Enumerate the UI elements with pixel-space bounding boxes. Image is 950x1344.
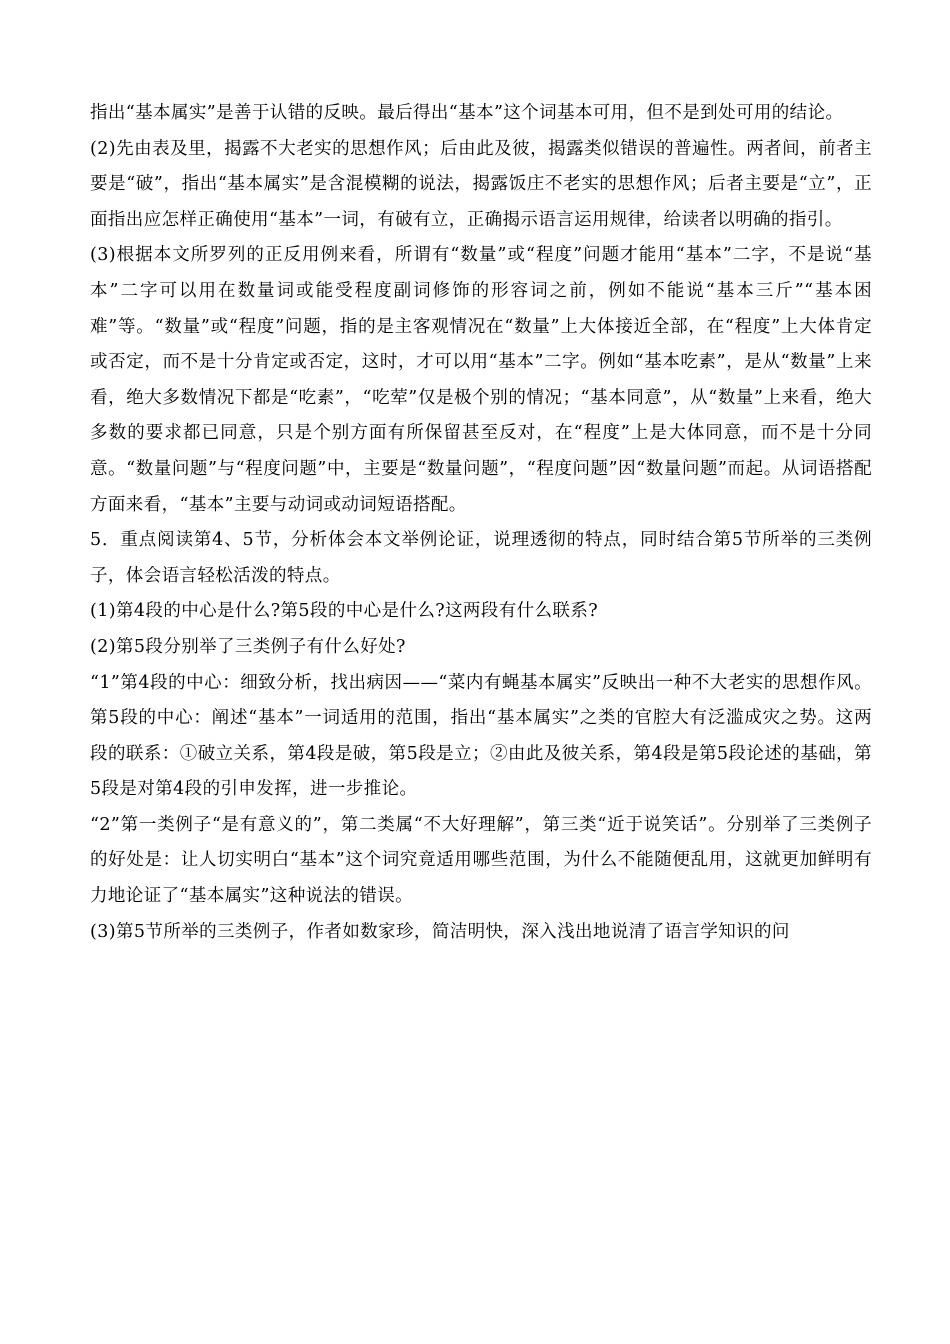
paragraph-question-5: 5．重点阅读第4、5节，分析体会本文举例论证，说理透彻的特点，同时结合第5节所举的三类例子，体会语言轻松活泼的特点。 — [90, 530, 872, 586]
paragraph-answer-3: (3)根据本文所罗列的正反用例来看，所谓有“数量”或“程度”问题才能用“基本”二字，不是说“基本”二字可以用在数量词或能受程度副词修饰的形容词之前，例如不能说“基本三斤”“基本困难”等。“数量”或“程度”问题，指的是主客观情况在“数量”上大体接近全部，在“程度”上大体肯定或否定，而不是十分肯定或否定，这时，才可以用“基本”二字。例如“基本吃素”，是从“数量”上来看，绝大多数情况下都是“吃素”，“吃荤”仅是极个别的情况；“基本同意”，从“数量”上来看，绝大多数的要求都已同意，只是个别方面有所保留甚至反对，在“程度”上是大体同意，而不是十分同意。“数量问题”与“程度问题”中，主要是“数量问题”，“程度问题”因“数量问题”而起。从词语搭配方面来看，“基本”主要与动词或动词短语搭配。 — [90, 245, 872, 515]
paragraph-continuation: 指出“基本属实”是善于认错的反映。最后得出“基本”这个词基本可用，但不是到处可用的结论。 — [90, 103, 844, 123]
paragraph-answer-q2: “2”第一类例子“是有意义的”，第二类属“不大好理解”，第三类“近于说笑话”。分别举了三类例子的好处是：让人切实明白“基本”这个词究竟适用哪些范围，为什么不能随便乱用，这就更加鲜明有力地论证了“基本属实”这种说法的错误。 — [90, 814, 872, 907]
paragraph-subquestion-2: (2)第5段分别举了三类例子有什么好处? — [90, 636, 406, 657]
paragraph-subquestion-3: (3)第5节所举的三类例子，作者如数家珍，简洁明快，深入浅出地说清了语言学知识的问 — [90, 921, 790, 942]
paragraph-answer-2: (2)先由表及里，揭露不大老实的思想作风；后由此及彼，揭露类似错误的普遍性。两者间，前者主要是“破”，指出“基本属实”是含混模糊的说法，揭露饭庄不老实的思想作风；后者主要是“立”，正面指出应怎样正确使用“基本”一词，有破有立，正确揭示语言运用规律，给读者以明确的指引。 — [90, 138, 872, 230]
paragraph-subquestion-1: (1)第4段的中心是什么?第5段的中心是什么?这两段有什么联系? — [90, 601, 599, 622]
document-body — [90, 96, 872, 950]
paragraph-answer-q1: “1”第4段的中心：细致分析，找出病因——“菜内有蝇基本属实”反映出一种不大老实的思想作风。第5段的中心：阐述“基本”一词适用的范围，指出“基本属实”之类的官腔大有泛滥成灾之势。这两段的联系：①破立关系，第4段是破，第5段是立；②由此及彼关系，第4段是第5段论述的基础，第5段是对第4段的引申发挥，进一步推论。 — [90, 672, 872, 800]
